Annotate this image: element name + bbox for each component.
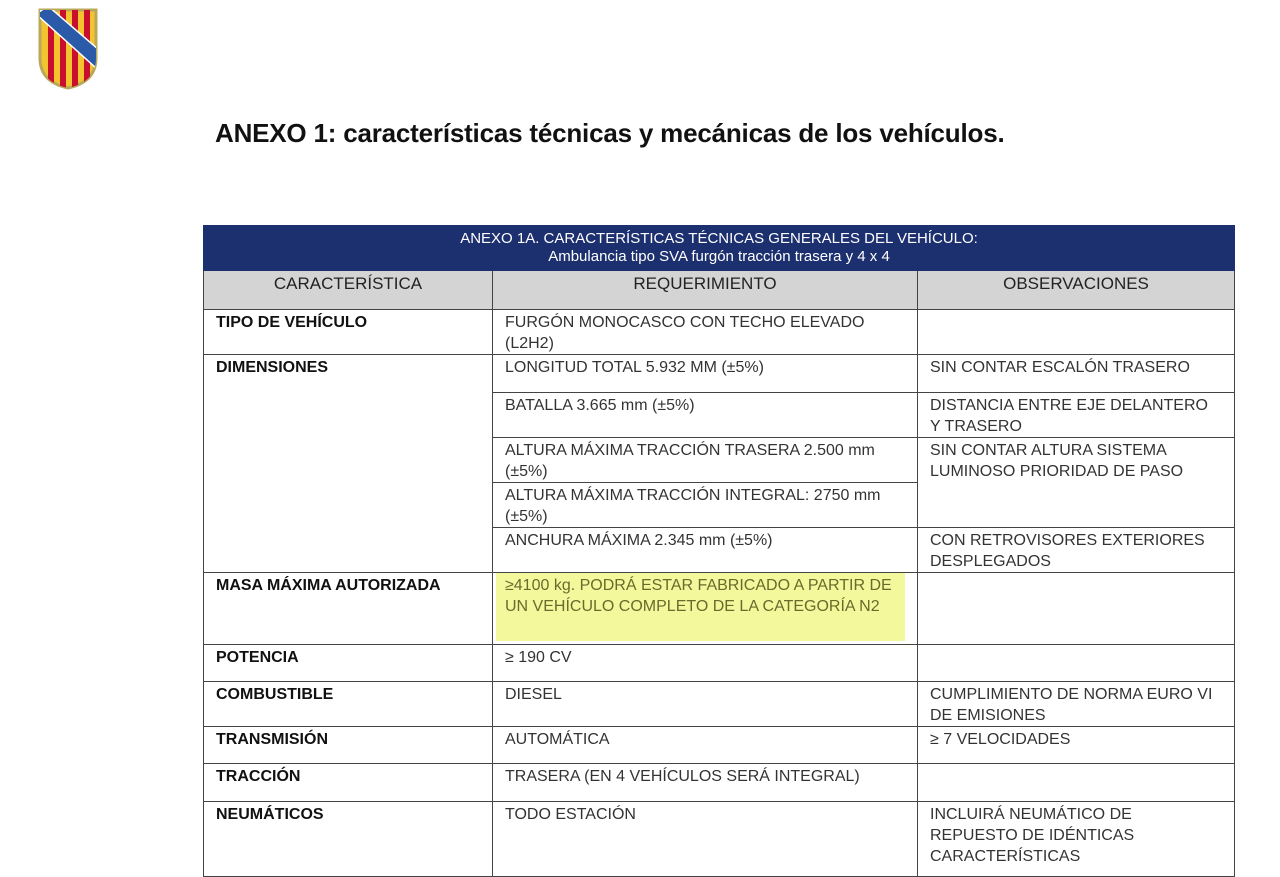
table-row [204,682,1235,727]
row-obs [918,310,1235,355]
header-caracteristica: CARACTERÍSTICA [204,271,493,310]
table-row [204,573,1235,645]
row-req: ALTURA MÁXIMA TRACCIÓN INTEGRAL: 2750 mm (±5%) [493,483,918,528]
header-requerimiento: REQUERIMIENTO [493,271,918,310]
row-obs [918,764,1235,802]
row-key: TRANSMISIÓN [204,727,493,764]
row-obs: SIN CONTAR ESCALÓN TRASERO [918,355,1235,393]
row-key: POTENCIA [204,645,493,682]
header-observaciones: OBSERVACIONES [918,271,1235,310]
row-obs: INCLUIRÁ NEUMÁTICO DE REPUESTO DE IDÉNTICAS CARACTERÍSTICAS [918,802,1235,877]
row-req: FURGÓN MONOCASCO CON TECHO ELEVADO (L2H2) [493,310,918,355]
row-req: ≥ 190 CV [493,645,918,682]
table-row [204,645,1235,682]
row-req: BATALLA 3.665 mm (±5%) [493,393,918,438]
row-obs [918,645,1235,682]
banner-line-1: ANEXO 1A. CARACTERÍSTICAS TÉCNICAS GENERALES DEL VEHÍCULO: [460,230,978,247]
table-banner [204,226,1235,271]
row-obs: CON RETROVISORES EXTERIORES DESPLEGADOS [918,528,1235,573]
page-title: ANEXO 1: características técnicas y mecánicas de los vehículos. [215,118,1005,148]
row-key: DIMENSIONES [204,355,493,573]
row-obs: SIN CONTAR ALTURA SISTEMA LUMINOSO PRIORIDAD DE PASO [918,438,1235,528]
row-req: TRASERA (EN 4 VEHÍCULOS SERÁ INTEGRAL) [493,764,918,802]
row-req: TODO ESTACIÓN [493,802,918,877]
row-obs: DISTANCIA ENTRE EJE DELANTERO Y TRASERO [918,393,1235,438]
row-req: ANCHURA MÁXIMA 2.345 mm (±5%) [493,528,918,573]
table-header-row [204,271,1235,310]
table-row [204,310,1235,355]
row-key: TRACCIÓN [204,764,493,802]
row-obs [918,573,1235,645]
row-key: MASA MÁXIMA AUTORIZADA [204,573,493,645]
row-req: DIESEL [493,682,918,727]
banner-line-2: Ambulancia tipo SVA furgón tracción trasera y 4 x 4 [548,248,890,265]
table-row [204,727,1235,764]
table-row [204,355,1235,393]
row-key: TIPO DE VEHÍCULO [204,310,493,355]
row-obs: CUMPLIMIENTO DE NORMA EURO VI DE EMISIONES [918,682,1235,727]
row-key: COMBUSTIBLE [204,682,493,727]
row-req: ALTURA MÁXIMA TRACCIÓN TRASERA 2.500 mm (±5%) [493,438,918,483]
table-row [204,802,1235,877]
coat-of-arms-logo [36,6,100,90]
highlighted-requirement: ≥4100 kg. PODRÁ ESTAR FABRICADO A PARTIR DE UN VEHÍCULO COMPLETO DE LA CATEGORÍA N2 [496,573,905,641]
row-req: AUTOMÁTICA [493,727,918,764]
vehicle-specs-table [203,225,1235,877]
row-req: LONGITUD TOTAL 5.932 MM (±5%) [493,355,918,393]
row-obs: ≥ 7 VELOCIDADES [918,727,1235,764]
table-row [204,764,1235,802]
row-key: NEUMÁTICOS [204,802,493,877]
